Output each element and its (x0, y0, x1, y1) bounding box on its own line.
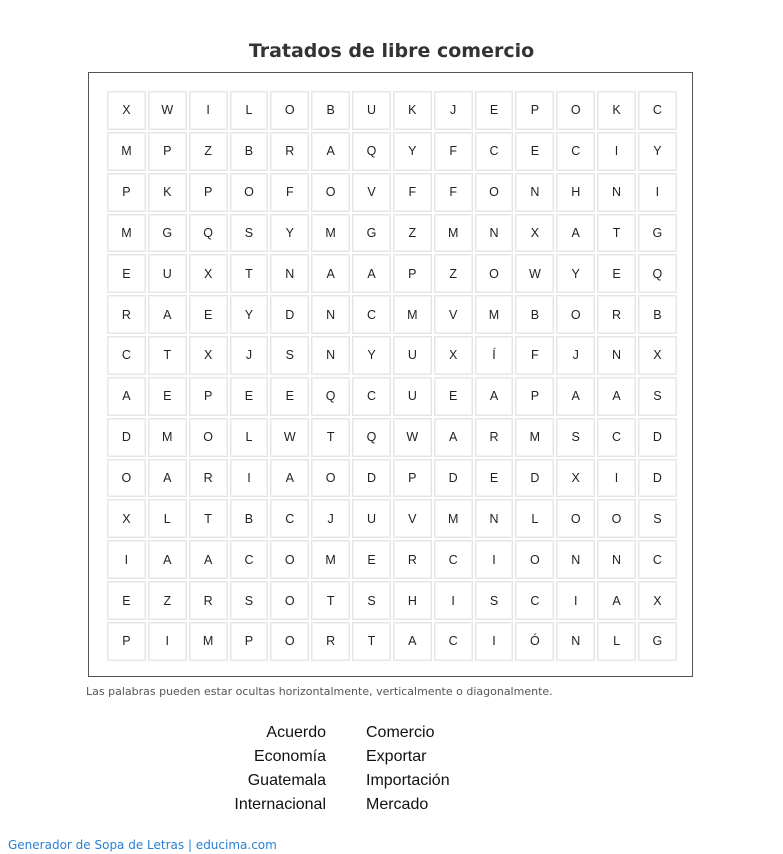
grid-cell-r8-c7[interactable]: W (393, 418, 432, 457)
grid-cell-r0-c5[interactable]: B (311, 91, 350, 130)
grid-cell-r10-c6[interactable]: U (352, 499, 391, 538)
grid-cell-r7-c4[interactable]: E (270, 377, 309, 416)
grid-cell-r9-c5[interactable]: O (311, 459, 350, 498)
grid-cell-r5-c9[interactable]: M (475, 295, 514, 334)
grid-cell-r6-c6[interactable]: Y (352, 336, 391, 375)
grid-cell-r7-c9[interactable]: A (475, 377, 514, 416)
grid-cell-r1-c1[interactable]: P (148, 132, 187, 171)
grid-cell-r5-c11[interactable]: O (556, 295, 595, 334)
word-item: Acuerdo (266, 724, 326, 741)
grid-cell-r5-c4[interactable]: D (270, 295, 309, 334)
grid-cell-r13-c0[interactable]: P (107, 622, 146, 661)
grid-cell-r10-c0[interactable]: X (107, 499, 146, 538)
grid-cell-r5-c0[interactable]: R (107, 295, 146, 334)
grid-cell-r13-c3[interactable]: P (230, 622, 269, 661)
grid-cell-r6-c8[interactable]: X (434, 336, 473, 375)
grid-cell-r5-c6[interactable]: C (352, 295, 391, 334)
grid-cell-r8-c4[interactable]: W (270, 418, 309, 457)
grid-cell-r8-c3[interactable]: L (230, 418, 269, 457)
grid-cell-r12-c7[interactable]: H (393, 581, 432, 620)
grid-cell-r5-c10[interactable]: B (515, 295, 554, 334)
grid-cell-r13-c9[interactable]: I (475, 622, 514, 661)
grid-cell-r3-c11[interactable]: A (556, 214, 595, 253)
grid-cell-r13-c8[interactable]: C (434, 622, 473, 661)
grid-cell-r8-c10[interactable]: M (515, 418, 554, 457)
grid-cell-r0-c8[interactable]: J (434, 91, 473, 130)
grid-cell-r12-c5[interactable]: T (311, 581, 350, 620)
grid-cell-r6-c5[interactable]: N (311, 336, 350, 375)
grid-cell-r0-c10[interactable]: P (515, 91, 554, 130)
grid-cell-r10-c11[interactable]: O (556, 499, 595, 538)
grid-cell-r10-c1[interactable]: L (148, 499, 187, 538)
grid-cell-r3-c2[interactable]: Q (189, 214, 228, 253)
grid-cell-r13-c10[interactable]: Ó (515, 622, 554, 661)
grid-cell-r0-c11[interactable]: O (556, 91, 595, 130)
grid-cell-r7-c3[interactable]: E (230, 377, 269, 416)
grid-cell-r12-c2[interactable]: R (189, 581, 228, 620)
grid-cell-r4-c5[interactable]: A (311, 254, 350, 293)
grid-cell-r9-c13[interactable]: D (638, 459, 677, 498)
grid-cell-r13-c12[interactable]: L (597, 622, 636, 661)
grid-cell-r7-c2[interactable]: P (189, 377, 228, 416)
grid-cell-r11-c10[interactable]: O (515, 540, 554, 579)
grid-cell-r12-c9[interactable]: S (475, 581, 514, 620)
grid-cell-r12-c12[interactable]: A (597, 581, 636, 620)
grid-cell-r13-c7[interactable]: A (393, 622, 432, 661)
grid-cell-r6-c4[interactable]: S (270, 336, 309, 375)
grid-cell-r7-c10[interactable]: P (515, 377, 554, 416)
grid-cell-r11-c5[interactable]: M (311, 540, 350, 579)
grid-cell-r8-c6[interactable]: Q (352, 418, 391, 457)
grid-cell-r8-c12[interactable]: C (597, 418, 636, 457)
grid-cell-r8-c13[interactable]: D (638, 418, 677, 457)
grid-cell-r11-c12[interactable]: N (597, 540, 636, 579)
grid-cell-r11-c3[interactable]: C (230, 540, 269, 579)
grid-cell-r0-c9[interactable]: E (475, 91, 514, 130)
grid-cell-r9-c8[interactable]: D (434, 459, 473, 498)
grid-cell-r10-c12[interactable]: O (597, 499, 636, 538)
grid-cell-r1-c8[interactable]: F (434, 132, 473, 171)
grid-cell-r9-c2[interactable]: R (189, 459, 228, 498)
grid-cell-r0-c3[interactable]: L (230, 91, 269, 130)
grid-cell-r8-c5[interactable]: T (311, 418, 350, 457)
grid-cell-r1-c10[interactable]: E (515, 132, 554, 171)
grid-cell-r0-c7[interactable]: K (393, 91, 432, 130)
grid-cell-r1-c7[interactable]: Y (393, 132, 432, 171)
grid-cell-r7-c13[interactable]: S (638, 377, 677, 416)
grid-cell-r3-c6[interactable]: G (352, 214, 391, 253)
grid-cell-r11-c4[interactable]: O (270, 540, 309, 579)
grid-cell-r2-c10[interactable]: N (515, 173, 554, 212)
grid-cell-r7-c12[interactable]: A (597, 377, 636, 416)
word-item: Mercado (366, 796, 429, 813)
grid-cell-r1-c3[interactable]: B (230, 132, 269, 171)
grid-cell-r11-c1[interactable]: A (148, 540, 187, 579)
grid-cell-r5-c5[interactable]: N (311, 295, 350, 334)
grid-cell-r9-c4[interactable]: A (270, 459, 309, 498)
grid-cell-r2-c5[interactable]: O (311, 173, 350, 212)
grid-cell-r9-c0[interactable]: O (107, 459, 146, 498)
grid-cell-r3-c12[interactable]: T (597, 214, 636, 253)
grid-cell-r2-c0[interactable]: P (107, 173, 146, 212)
grid-cell-r7-c1[interactable]: E (148, 377, 187, 416)
footer-link[interactable]: Generador de Sopa de Letras | educima.com (8, 838, 277, 852)
grid-cell-r4-c8[interactable]: Z (434, 254, 473, 293)
grid-cell-r4-c4[interactable]: N (270, 254, 309, 293)
grid-cell-r12-c13[interactable]: X (638, 581, 677, 620)
grid-cell-r4-c6[interactable]: A (352, 254, 391, 293)
grid-cell-r9-c9[interactable]: E (475, 459, 514, 498)
grid-cell-r2-c1[interactable]: K (148, 173, 187, 212)
grid-cell-r4-c3[interactable]: T (230, 254, 269, 293)
grid-cell-r6-c1[interactable]: T (148, 336, 187, 375)
grid-cell-r5-c13[interactable]: B (638, 295, 677, 334)
grid-cell-r5-c12[interactable]: R (597, 295, 636, 334)
grid-cell-r13-c6[interactable]: T (352, 622, 391, 661)
word-search-frame (88, 72, 693, 677)
grid-cell-r4-c0[interactable]: E (107, 254, 146, 293)
grid-cell-r4-c2[interactable]: X (189, 254, 228, 293)
grid-cell-r7-c7[interactable]: U (393, 377, 432, 416)
grid-cell-r9-c7[interactable]: P (393, 459, 432, 498)
grid-cell-r5-c8[interactable]: V (434, 295, 473, 334)
grid-cell-r8-c9[interactable]: R (475, 418, 514, 457)
grid-cell-r4-c11[interactable]: Y (556, 254, 595, 293)
grid-cell-r10-c7[interactable]: V (393, 499, 432, 538)
grid-cell-r4-c12[interactable]: E (597, 254, 636, 293)
grid-cell-r0-c6[interactable]: U (352, 91, 391, 130)
grid-cell-r13-c5[interactable]: R (311, 622, 350, 661)
grid-cell-r3-c9[interactable]: N (475, 214, 514, 253)
letter-grid (106, 90, 678, 662)
grid-cell-r4-c1[interactable]: U (148, 254, 187, 293)
grid-cell-r3-c1[interactable]: G (148, 214, 187, 253)
grid-cell-r12-c10[interactable]: C (515, 581, 554, 620)
grid-cell-r0-c2[interactable]: I (189, 91, 228, 130)
grid-cell-r6-c10[interactable]: F (515, 336, 554, 375)
grid-cell-r7-c5[interactable]: Q (311, 377, 350, 416)
grid-cell-r9-c3[interactable]: I (230, 459, 269, 498)
grid-cell-r1-c12[interactable]: I (597, 132, 636, 171)
grid-cell-r10-c3[interactable]: B (230, 499, 269, 538)
grid-cell-r11-c13[interactable]: C (638, 540, 677, 579)
grid-cell-r2-c7[interactable]: F (393, 173, 432, 212)
grid-cell-r2-c3[interactable]: O (230, 173, 269, 212)
grid-cell-r10-c8[interactable]: M (434, 499, 473, 538)
grid-cell-r10-c10[interactable]: L (515, 499, 554, 538)
page-title: Tratados de libre comercio (248, 40, 535, 62)
grid-cell-r7-c0[interactable]: A (107, 377, 146, 416)
grid-cell-r2-c2[interactable]: P (189, 173, 228, 212)
grid-cell-r9-c6[interactable]: D (352, 459, 391, 498)
word-item: Internacional (234, 796, 326, 813)
grid-cell-r2-c9[interactable]: O (475, 173, 514, 212)
grid-cell-r6-c3[interactable]: J (230, 336, 269, 375)
grid-cell-r12-c8[interactable]: I (434, 581, 473, 620)
grid-cell-r1-c0[interactable]: M (107, 132, 146, 171)
grid-cell-r3-c5[interactable]: M (311, 214, 350, 253)
grid-cell-r4-c9[interactable]: O (475, 254, 514, 293)
grid-cell-r2-c8[interactable]: F (434, 173, 473, 212)
grid-cell-r8-c0[interactable]: D (107, 418, 146, 457)
grid-cell-r10-c9[interactable]: N (475, 499, 514, 538)
grid-cell-r0-c13[interactable]: C (638, 91, 677, 130)
grid-cell-r1-c4[interactable]: R (270, 132, 309, 171)
grid-cell-r8-c8[interactable]: A (434, 418, 473, 457)
grid-cell-r9-c10[interactable]: D (515, 459, 554, 498)
grid-cell-r11-c2[interactable]: A (189, 540, 228, 579)
grid-cell-r13-c4[interactable]: O (270, 622, 309, 661)
grid-cell-r7-c11[interactable]: A (556, 377, 595, 416)
grid-cell-r0-c1[interactable]: W (148, 91, 187, 130)
grid-cell-r13-c2[interactable]: M (189, 622, 228, 661)
grid-cell-r10-c2[interactable]: T (189, 499, 228, 538)
grid-cell-r7-c6[interactable]: C (352, 377, 391, 416)
grid-cell-r11-c7[interactable]: R (393, 540, 432, 579)
grid-cell-r3-c7[interactable]: Z (393, 214, 432, 253)
grid-cell-r10-c13[interactable]: S (638, 499, 677, 538)
grid-cell-r6-c7[interactable]: U (393, 336, 432, 375)
grid-cell-r9-c1[interactable]: A (148, 459, 187, 498)
word-item: Exportar (366, 748, 427, 765)
grid-cell-r1-c6[interactable]: Q (352, 132, 391, 171)
grid-cell-r5-c2[interactable]: E (189, 295, 228, 334)
grid-cell-r2-c4[interactable]: F (270, 173, 309, 212)
grid-cell-r13-c11[interactable]: N (556, 622, 595, 661)
grid-cell-r6-c13[interactable]: X (638, 336, 677, 375)
grid-cell-r2-c6[interactable]: V (352, 173, 391, 212)
grid-cell-r8-c1[interactable]: M (148, 418, 187, 457)
grid-cell-r5-c3[interactable]: Y (230, 295, 269, 334)
grid-cell-r9-c11[interactable]: X (556, 459, 595, 498)
grid-cell-r13-c13[interactable]: G (638, 622, 677, 661)
grid-cell-r2-c12[interactable]: N (597, 173, 636, 212)
word-item: Economía (253, 748, 326, 765)
grid-cell-r6-c12[interactable]: N (597, 336, 636, 375)
grid-cell-r4-c10[interactable]: W (515, 254, 554, 293)
grid-cell-r5-c7[interactable]: M (393, 295, 432, 334)
grid-cell-r11-c8[interactable]: C (434, 540, 473, 579)
grid-cell-r4-c7[interactable]: P (393, 254, 432, 293)
grid-cell-r9-c12[interactable]: I (597, 459, 636, 498)
grid-cell-r5-c1[interactable]: A (148, 295, 187, 334)
grid-cell-r2-c13[interactable]: I (638, 173, 677, 212)
word-item: Guatemala (247, 772, 326, 789)
grid-cell-r11-c0[interactable]: I (107, 540, 146, 579)
instructions-text: Las palabras pueden estar ocultas horizontalmente, verticalmente o diagonalmente. (86, 685, 553, 698)
grid-cell-r12-c6[interactable]: S (352, 581, 391, 620)
grid-cell-r3-c0[interactable]: M (107, 214, 146, 253)
grid-cell-r0-c12[interactable]: K (597, 91, 636, 130)
grid-cell-r0-c4[interactable]: O (270, 91, 309, 130)
grid-cell-r3-c4[interactable]: Y (270, 214, 309, 253)
grid-cell-r11-c6[interactable]: E (352, 540, 391, 579)
grid-cell-r2-c11[interactable]: H (556, 173, 595, 212)
grid-cell-r12-c11[interactable]: I (556, 581, 595, 620)
word-item: Comercio (366, 724, 435, 741)
grid-cell-r3-c10[interactable]: X (515, 214, 554, 253)
grid-cell-r10-c4[interactable]: C (270, 499, 309, 538)
grid-cell-r6-c0[interactable]: C (107, 336, 146, 375)
grid-cell-r12-c1[interactable]: Z (148, 581, 187, 620)
grid-cell-r6-c2[interactable]: X (189, 336, 228, 375)
grid-cell-r3-c8[interactable]: M (434, 214, 473, 253)
grid-cell-r11-c11[interactable]: N (556, 540, 595, 579)
grid-cell-r0-c0[interactable]: X (107, 91, 146, 130)
grid-cell-r12-c4[interactable]: O (270, 581, 309, 620)
grid-cell-r1-c13[interactable]: Y (638, 132, 677, 171)
grid-cell-r6-c11[interactable]: J (556, 336, 595, 375)
grid-cell-r10-c5[interactable]: J (311, 499, 350, 538)
grid-cell-r1-c2[interactable]: Z (189, 132, 228, 171)
grid-cell-r6-c9[interactable]: Í (475, 336, 514, 375)
grid-cell-r13-c1[interactable]: I (148, 622, 187, 661)
grid-cell-r8-c11[interactable]: S (556, 418, 595, 457)
word-item: Importación (366, 772, 450, 789)
grid-cell-r11-c9[interactable]: I (475, 540, 514, 579)
grid-cell-r7-c8[interactable]: E (434, 377, 473, 416)
grid-cell-r1-c5[interactable]: A (311, 132, 350, 171)
grid-cell-r1-c9[interactable]: C (475, 132, 514, 171)
grid-cell-r4-c13[interactable]: Q (638, 254, 677, 293)
grid-cell-r12-c3[interactable]: S (230, 581, 269, 620)
grid-cell-r3-c3[interactable]: S (230, 214, 269, 253)
grid-cell-r3-c13[interactable]: G (638, 214, 677, 253)
grid-cell-r1-c11[interactable]: C (556, 132, 595, 171)
grid-cell-r8-c2[interactable]: O (189, 418, 228, 457)
grid-cell-r12-c0[interactable]: E (107, 581, 146, 620)
